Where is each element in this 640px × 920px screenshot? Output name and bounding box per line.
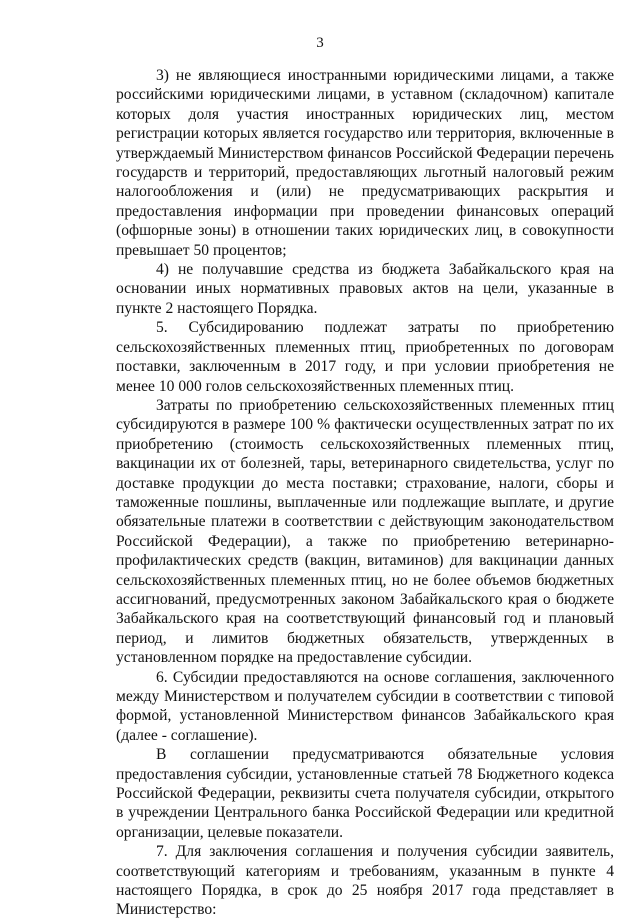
document-body	[116, 66, 614, 920]
paragraph-cost-reimbursement: Затраты по приобретению сельскохозяйственных племенных птиц субсидируются в размере 100 % фактически осуществленных затрат по их приобретению (стоимость сельскохозяйственных племенных птиц, вакцинации их от болезней, тары, ветеринарного свидетельства, услуг по доставке продукции до места поставки; страхование, налоги, сборы и таможенные пошлины, выплаченные или подлежащие выплате, и другие обязательные платежи в соответствии с действующим законодательством Российской Федерации), а также по приобретению ветеринарно-профилактических средств (вакцин, витаминов) для вакцинации данных сельскохозяйственных племенных птиц, но не более объемов бюджетных ассигнований, предусмотренных законом Забайкальского края о бюджете Забайкальского края на соответствующий финансовый год и плановый период, и лимитов бюджетных обязательств, утвержденных в установленном порядке на предоставление субсидии.	[116, 396, 614, 667]
paragraph-section-5-subsidized-costs: 5. Субсидированию подлежат затраты по приобретению сельскохозяйственных племенных птиц, приобретенных по договорам поставки, заключенным в 2017 году, и при условии приобретения не менее 10 000 голов сельскохозяйственных племенных птиц.	[116, 319, 614, 395]
paragraph-section-7-application: 7. Для заключения соглашения и получения субсидии заявитель, соответствующий категориям и требованиям, указанным в пункте 4 настоящего Порядка, в срок до 25 ноября 2017 года представляет в Министерство:	[116, 843, 614, 919]
paragraph-agreement-conditions: В соглашении предусматриваются обязательные условия предоставления субсидии, установленные статьей 78 Бюджетного кодекса Российской Федерации, реквизиты счета получателя субсидии, открытого в учреждении Центрального банка Российской Федерации или кредитной организации, целевые показатели.	[116, 746, 614, 841]
paragraph-item-3-foreign-entities: 3) не являющиеся иностранными юридическими лицами, а также российскими юридическими лицами, в уставном (складочном) капитале которых доля участия иностранных юридических лиц, местом регистрации которых является государство или территория, включенные в утверждаемый Министерством финансов Российской Федерации перечень государств и территорий, предоставляющих льготный налоговый режим налогообложения и (или) не предусматривающих раскрытия и предоставления информации при проведении финансовых операций (офшорные зоны) в отношении таких юридических лиц, в совокупности превышает 50 процентов;	[116, 67, 614, 259]
paragraph-item-4-no-budget-funds: 4) не получавшие средства из бюджета Забайкальского края на основании иных нормативных правовых актов на цели, указанные в пункте 2 настоящего Порядка.	[116, 261, 614, 317]
page-number: 3	[316, 35, 324, 51]
paragraph-section-6-agreement: 6. Субсидии предоставляются на основе соглашения, заключенного между Министерством и получателем субсидии в соответствии с типовой формой, установленной Министерством финансов Забайкальского края (далее - соглашение).	[116, 668, 614, 744]
